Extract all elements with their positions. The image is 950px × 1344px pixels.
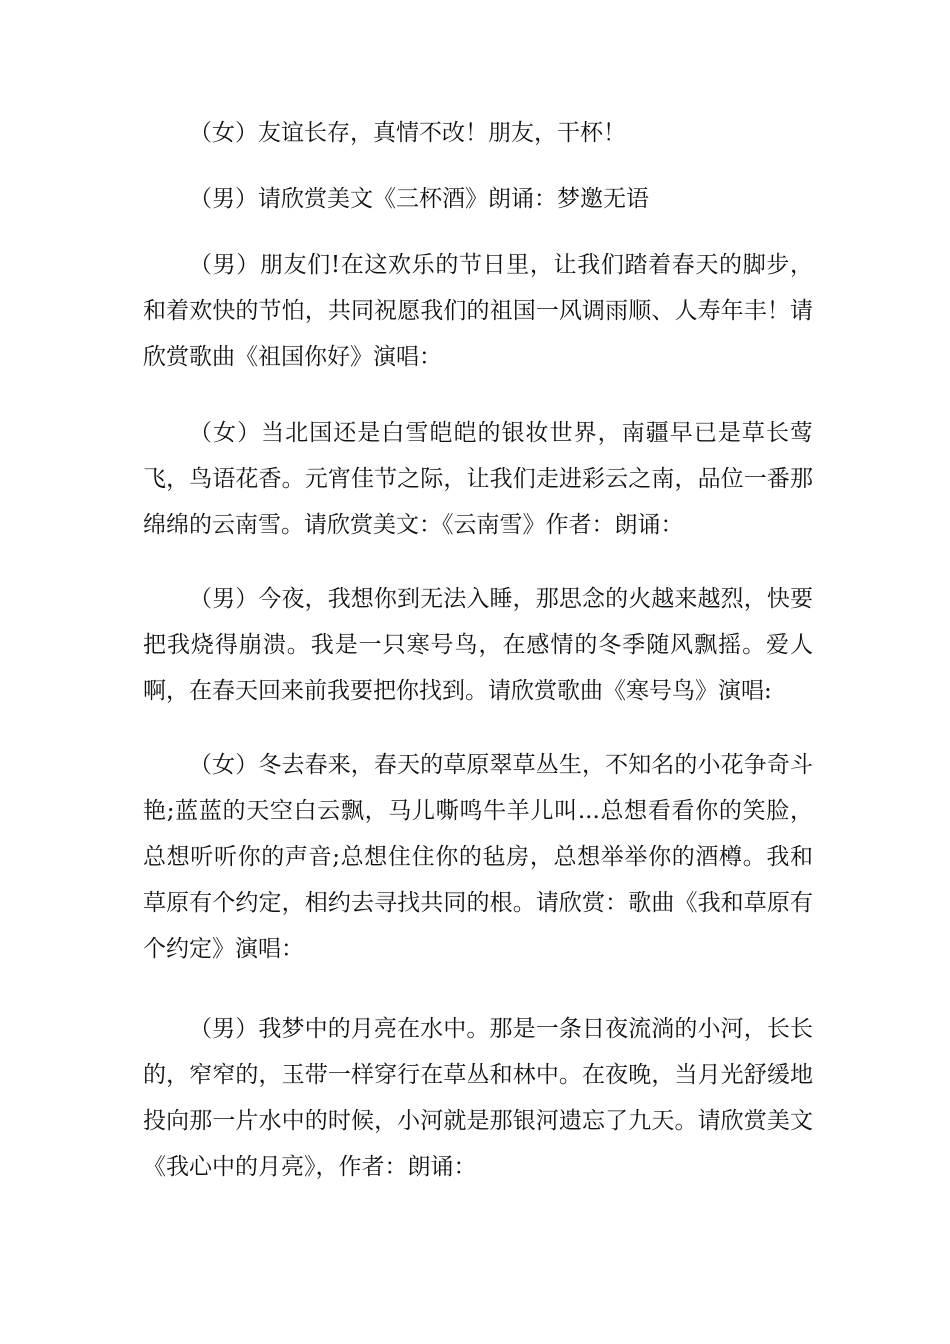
paragraph-5: （男）今夜，我想你到无法入睡，那思念的火越来越烈，快要把我烧得崩溃。我是一只寒号鸟，在感情的冬季随风飘摇。爱人啊，在春天回来前我要把你找到。请欣赏歌曲《寒号鸟》演唱: — [143, 586, 813, 704]
paragraph-3: （男）朋友们!在这欢乐的节日里，让我们踏着春天的脚步，和着欢快的节怕，共同祝愿我们的祖国一风调雨顺、人寿年丰！请欣赏歌曲《祖国你好》演唱： — [143, 252, 813, 370]
paragraph-6: （女）冬去春来，春天的草原翠草丛生，不知名的小花争奇斗艳;蓝蓝的天空白云飘，马儿嘶鸣牛羊儿叫...总想看看你的笑脸，总想听听你的声音;总想住住你的毡房，总想举举你的酒樽。我和草原有个约定，相约去寻找共同的根。请欣赏：歌曲《我和草原有个约定》演唱： — [143, 752, 813, 962]
paragraph-1: （女）友谊长存，真情不改！朋友，干杯！ — [189, 120, 626, 146]
paragraph-7: （男）我梦中的月亮在水中。那是一条日夜流淌的小河，长长的，窄窄的，玉带一样穿行在草丛和林中。在夜晚，当月光舒缓地投向那一片水中的时候，小河就是那银河遗忘了九天。请欣赏美文《我心中的月亮》，作者：朗诵： — [143, 1016, 813, 1180]
paragraph-2: （男）请欣赏美文《三杯酒》朗诵：梦邀无语 — [189, 186, 649, 212]
paragraph-4: （女）当北国还是白雪皑皑的银妆世界，南疆早已是草长莺飞，鸟语花香。元宵佳节之际，让我们走进彩云之南，品位一番那绵绵的云南雪。请欣赏美文：《云南雪》作者：朗诵： — [143, 420, 813, 538]
